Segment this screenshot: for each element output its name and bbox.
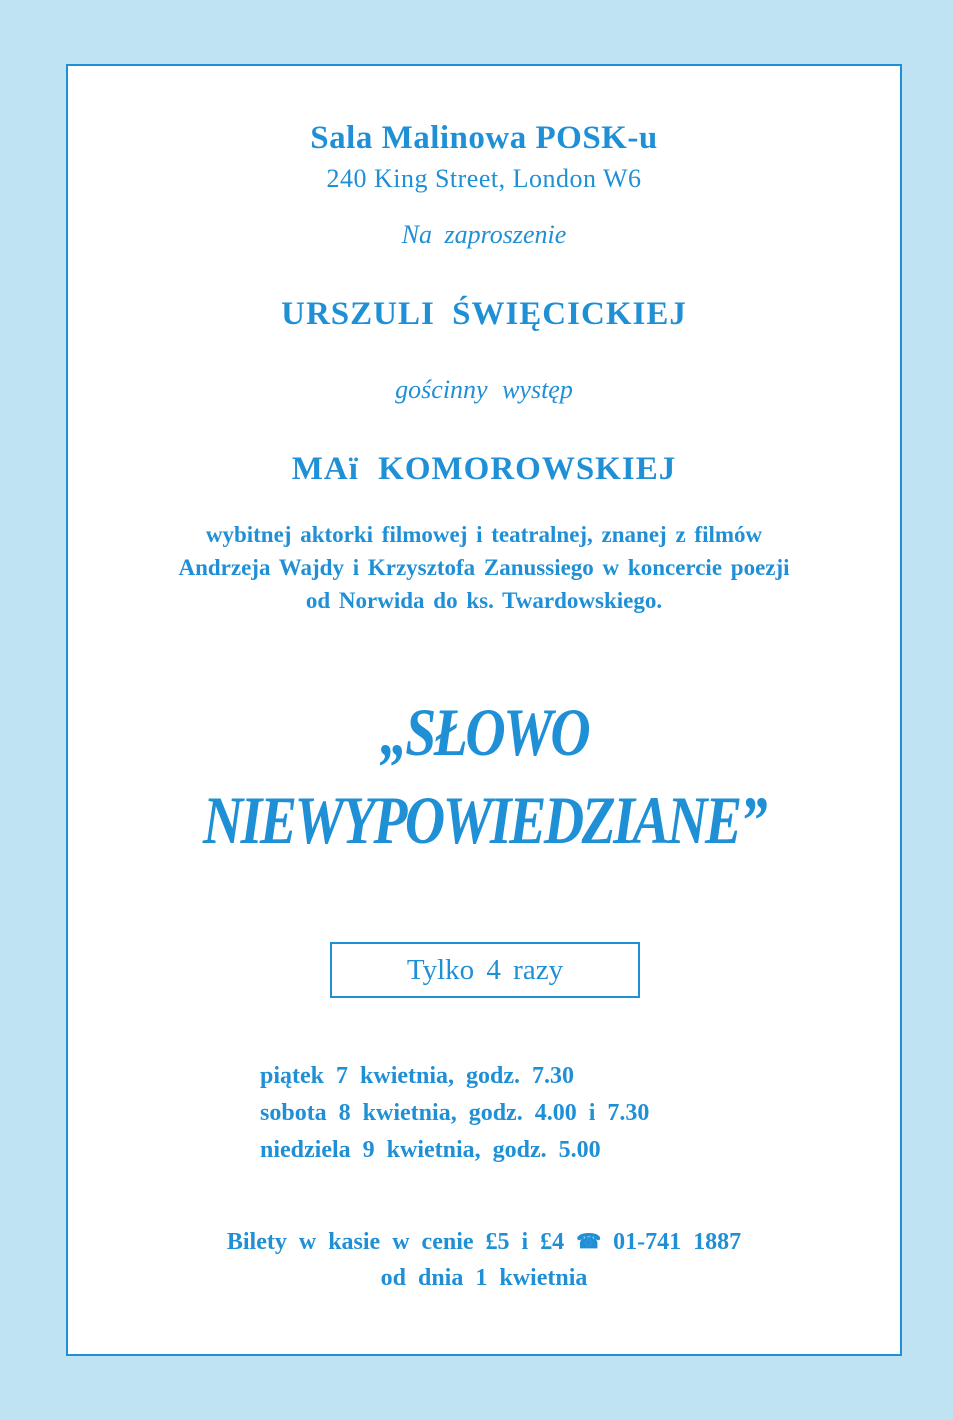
performances-note-box [330,942,640,998]
venue-name: Sala Malinowa POSK-u [310,120,658,156]
description-line: wybitnej aktorki filmowej i teatralnej, znanej z filmów [205,522,763,547]
event-title [143,688,825,864]
ticket-price-line [68,1224,900,1260]
schedule-item: piątek 7 kwietnia, godz. 7.30 [260,1063,575,1089]
schedule-item: sobota 8 kwietnia, godz. 4.00 i 7.30 [260,1100,650,1126]
ticket-info [68,1224,900,1296]
schedule-item: niedziela 9 kwietnia, godz. 5.00 [260,1137,601,1163]
performer-description [68,518,900,617]
title-line: NIEWYPOWIEDZIANE” [202,782,766,858]
description-line: od Norwida do ks. Twardowskiego. [305,588,663,613]
guest-name: MAï KOMOROWSKIEJ [291,451,677,487]
phone-icon: ☎ [576,1231,602,1253]
ticket-from-date: od dnia 1 kwietnia [380,1265,588,1291]
host-name: URSZULI ŚWIĘCICKIEJ [281,296,687,332]
venue-address: 240 King Street, London W6 [326,164,642,193]
title-line: „SŁOWO [379,694,589,770]
guest-label: gościnny występ [395,375,573,404]
phone-number: 01-741 1887 [613,1229,742,1255]
description-line: Andrzeja Wajdy i Krzysztofa Zanussiego w koncercie poezji [178,555,790,580]
performances-note: Tylko 4 razy [406,954,564,986]
schedule-list [260,1058,649,1169]
invitation-label: Na zaproszenie [401,220,567,249]
ticket-price: Bilety w kasie w cenie £5 i £4 [226,1229,565,1255]
poster-frame [66,64,902,1356]
